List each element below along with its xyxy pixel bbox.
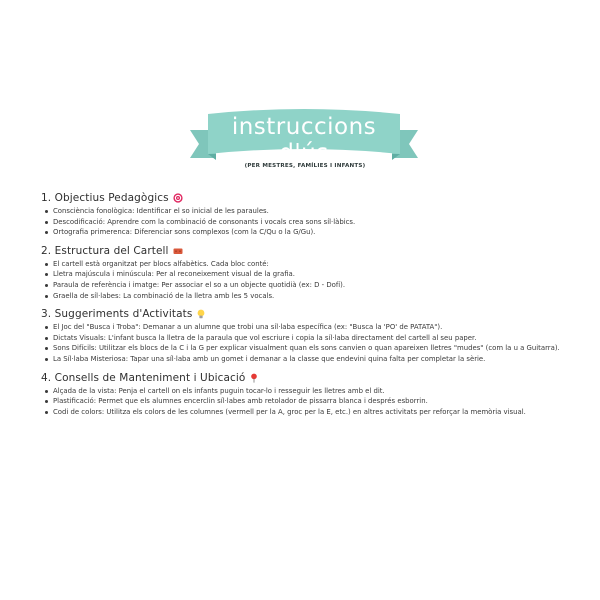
list-item: El Joc del "Busca i Troba": Demanar a un alumne que trobi una síl·laba específica (ex: "Busca la 'PO' de PATATA"). xyxy=(53,322,561,333)
list-item: Codi de colors: Utilitza els colors de les columnes (vermell per la A, groc per la E, etc.) en altres activitats per reforçar la memòria visual. xyxy=(53,407,561,418)
brick-icon xyxy=(173,246,183,256)
section-objectives xyxy=(41,192,561,238)
section-list xyxy=(41,322,561,364)
section-heading xyxy=(41,308,561,320)
target-icon xyxy=(173,193,183,203)
section-list xyxy=(41,259,561,301)
banner-title: instruccions d'ús xyxy=(231,114,377,166)
section-heading-text: 2. Estructura del Cartell xyxy=(41,244,169,257)
list-item: Plastificació: Permet que els alumnes encerclin síl·labes amb retolador de pissarra blanca i després esborrin. xyxy=(53,396,561,407)
list-item: Paraula de referència i imatge: Per associar el so a un objecte quotidià (ex: D - Dofí). xyxy=(53,280,561,291)
list-item: Descodificació: Aprendre com la combinació de consonants i vocals crea sons síl·làbics. xyxy=(53,217,561,228)
list-item: Alçada de la vista: Penja el cartell on els infants puguin tocar-lo i resseguir les lletres amb el dit. xyxy=(53,386,561,397)
list-item: Ortografia primerenca: Diferenciar sons complexos (com la C/Qu o la G/Gu). xyxy=(53,227,561,238)
section-heading-text: 1. Objectius Pedagògics xyxy=(41,192,169,204)
title-banner xyxy=(190,108,418,180)
list-item: El cartell està organitzat per blocs alfabètics. Cada bloc conté: xyxy=(53,259,561,270)
list-item: Graella de síl·labes: La combinació de la lletra amb les 5 vocals. xyxy=(53,291,561,302)
instructions-content xyxy=(41,192,561,424)
list-item: Dictats Visuals: L'infant busca la lletra de la paraula que vol escriure i copia la síl·laba directament del cartell al seu paper. xyxy=(53,333,561,344)
section-heading-text: 3. Suggeriments d'Activitats xyxy=(41,308,193,321)
pushpin-icon xyxy=(249,373,259,383)
section-list xyxy=(41,386,561,418)
section-heading xyxy=(41,372,561,384)
banner-subtitle: (PER MESTRES, FAMÍLIES I INFANTS) xyxy=(244,163,366,169)
list-item: Consciència fonològica: Identificar el so inicial de les paraules. xyxy=(53,206,561,217)
lightbulb-icon xyxy=(196,309,206,319)
section-heading-text: 4. Consells de Manteniment i Ubicació xyxy=(41,371,246,384)
section-maintenance xyxy=(41,372,561,418)
list-item: Lletra majúscula i minúscula: Per al reconeixement visual de la grafia. xyxy=(53,269,561,280)
section-structure xyxy=(41,245,561,301)
section-list xyxy=(41,206,561,238)
list-item: La Síl·laba Misteriosa: Tapar una síl·laba amb un gomet i demanar a la classe que endevini quina falta per completar la sèrie. xyxy=(53,354,561,365)
section-heading xyxy=(41,192,561,204)
list-item: Sons Difícils: Utilitzar els blocs de la C i la G per explicar visualment quan els sons canvien o quan apareixen lletres "mudes" (com la u a Guitarra). xyxy=(53,344,560,353)
section-heading xyxy=(41,245,561,257)
section-activities xyxy=(41,308,561,364)
